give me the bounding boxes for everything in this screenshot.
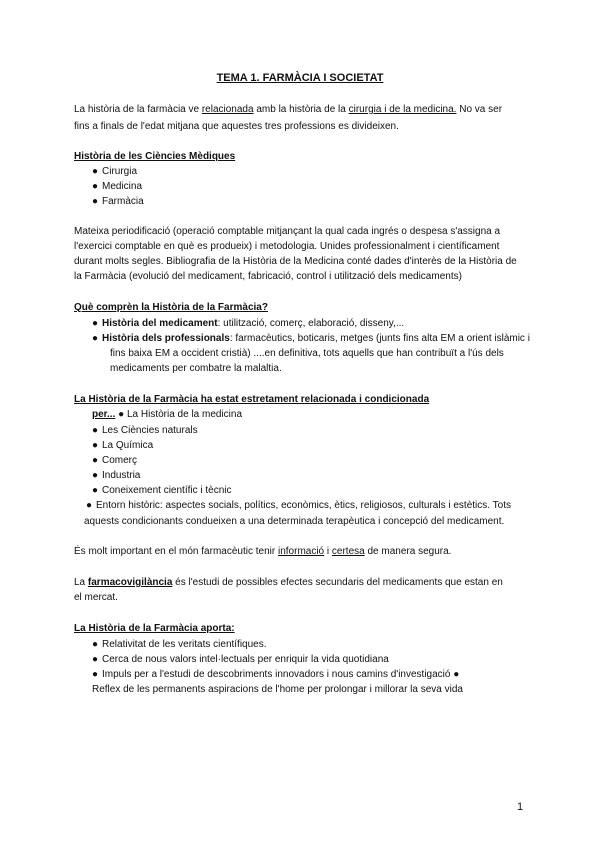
list-item: ● Medicina — [92, 181, 143, 192]
condicionada-heading: La Història de la Farmàcia ha estat estretament relacionada i condicionada — [74, 394, 430, 405]
farmacovigilancia-line-2: el mercat. — [74, 592, 118, 603]
intro-line-1 — [74, 104, 502, 116]
list-item: ● Cerca de nous valors intel·lectuals per enriquir la vida quotidiana — [92, 654, 389, 665]
per-label: per... — [92, 409, 116, 420]
intro-text-c: amb la història de la — [253, 104, 349, 115]
paragraph-line: la Farmàcia (evolució del medicament, fabricació, control i utilització dels medicaments) — [74, 271, 462, 282]
comprens-heading: Què comprèn la Història de la Farmàcia? — [74, 302, 268, 313]
bullet-icon: ● — [92, 333, 99, 344]
bullet-icon: ● — [92, 455, 99, 466]
list-item-continuation: medicaments per combatre la malaltia. — [110, 363, 282, 374]
bullet-icon: ● — [92, 318, 99, 329]
list-item-continuation: Reflex de les permanents aspiracions de l'home per prolongar i millorar la seva vida — [92, 684, 463, 695]
intro-text-a: La història de la farmàcia ve — [74, 104, 202, 115]
aporta-heading: La Història de la Farmàcia aporta: — [74, 623, 235, 634]
paragraph-line: durant molts segles. Bibliografia de la Història de la Medicina conté dades d'interès de la Història de — [74, 256, 517, 267]
list-item: per... ● La Història de la medicina — [92, 409, 243, 420]
list-item: ● Coneixement científic i tècnic — [92, 485, 232, 496]
bullet-icon: ● — [86, 500, 93, 511]
list-item: ● Història dels professionals: farmacèutics, boticaris, metges (junts fins alta EM a orient islàmic i — [92, 333, 530, 344]
paragraph-line: Mateixa periodificació (operació comptable mitjançant la qual cada ingrés o despesa s'assigna a — [74, 226, 501, 237]
list-item: ● Relativitat de les veritats científiques. — [92, 639, 267, 650]
bullet-icon: ● — [92, 654, 99, 665]
bullet-icon: ● — [92, 425, 99, 436]
bullet-icon: ● — [92, 196, 99, 207]
intro-text-d: cirurgia i de la medicina. — [348, 104, 457, 115]
bullet-icon: ● — [118, 409, 125, 420]
list-item: ● Cirurgia — [92, 166, 138, 177]
list-item: ● Impuls per a l'estudi de descobriments innovadors i nous camins d'investigació ● — [92, 669, 460, 680]
bullet-icon: ● — [92, 470, 99, 481]
list-item: ● Entorn històric: aspectes socials, polítics, econòmics, ètics, religiosos, culturals i estètics. Tots — [86, 500, 511, 511]
list-item-continuation: fins baixa EM a occident cristià) ....en definitiva, tots aquells que han contribuït a l'ús dels — [110, 348, 504, 359]
bullet-icon: ● — [92, 166, 99, 177]
list-item: ● Farmàcia — [92, 196, 144, 207]
farmacovigilancia-line-1: La farmacovigilància és l'estudi de possibles efectes secundaris del medicaments que estan en — [74, 577, 503, 588]
bullet-icon: ● — [92, 181, 99, 192]
intro-line-2: fins a finals de l'edat mitjana que aquestes tres professions es divideixen. — [74, 121, 399, 132]
list-item: ● Comerç — [92, 455, 138, 466]
bullet-icon: ● — [92, 440, 99, 451]
paragraph-line: l'exercici comptable en què es produeix) i metodologia. Unides professionalment i científicament — [74, 241, 500, 252]
page-title: TEMA 1. FARMÀCIA I SOCIETAT — [216, 72, 384, 84]
bullet-icon: ● — [92, 485, 99, 496]
important-line: És molt important en el món farmacèutic tenir informació i certesa de manera segura. — [74, 546, 452, 557]
intro-text-e: No va ser — [456, 104, 503, 115]
bullet-icon: ● — [92, 669, 99, 680]
intro-text-b: relacionada — [201, 104, 254, 115]
list-item: ● Història del medicament: utilització, comerç, elaboració, disseny,... — [92, 318, 405, 329]
list-item: ● La Química — [92, 440, 154, 451]
ciencies-heading: Història de les Ciències Mèdiques — [74, 151, 236, 162]
list-item: ● Industria — [92, 470, 141, 481]
page-number: 1 — [517, 801, 524, 813]
list-item-continuation: aquests condicionants condueixen a una determinada terapèutica i concepció del medicament. — [84, 516, 505, 527]
list-item: ● Les Ciències naturals — [92, 425, 198, 436]
bullet-icon: ● — [92, 639, 99, 650]
